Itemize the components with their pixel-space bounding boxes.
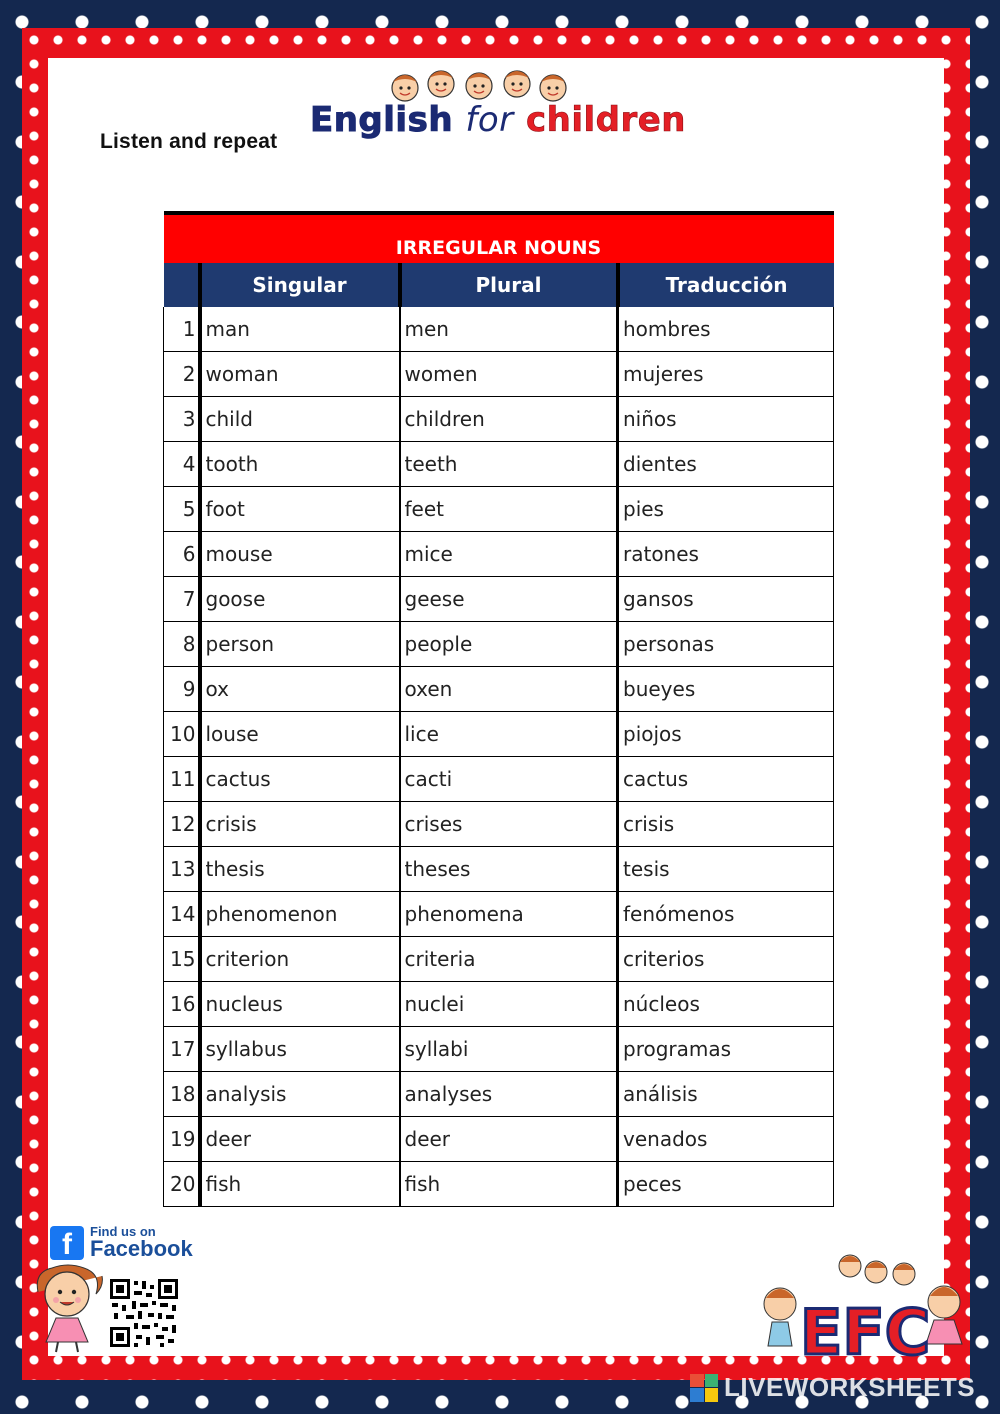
table-row [164, 307, 834, 352]
row-number: 11 [164, 757, 200, 802]
table-title: IRREGULAR NOUNS [164, 213, 834, 263]
plural-cell: phenomena [400, 892, 618, 937]
plural-cell: crises [400, 802, 618, 847]
row-number: 3 [164, 397, 200, 442]
plural-cell: criteria [400, 937, 618, 982]
table-row [164, 802, 834, 847]
plural-cell: syllabi [400, 1027, 618, 1072]
table-row [164, 532, 834, 577]
logo-word-english: English [310, 100, 454, 140]
translation-cell: tesis [618, 847, 834, 892]
translation-cell: personas [618, 622, 834, 667]
singular-cell: deer [200, 1117, 400, 1162]
table-row [164, 1162, 834, 1207]
plural-cell: children [400, 397, 618, 442]
singular-cell: foot [200, 487, 400, 532]
table-row [164, 667, 834, 712]
translation-cell: gansos [618, 577, 834, 622]
qr-code[interactable] [108, 1277, 180, 1349]
liveworksheets-watermark[interactable] [690, 1372, 975, 1403]
plural-cell: theses [400, 847, 618, 892]
row-number: 16 [164, 982, 200, 1027]
instruction-text: Listen and repeat [100, 130, 278, 153]
liveworksheets-logo-icon [690, 1374, 718, 1402]
row-number: 7 [164, 577, 200, 622]
row-number: 19 [164, 1117, 200, 1162]
table-row [164, 622, 834, 667]
translation-cell: piojos [618, 712, 834, 757]
singular-cell: ox [200, 667, 400, 712]
singular-cell: thesis [200, 847, 400, 892]
table-row [164, 1072, 834, 1117]
logo-title [310, 100, 686, 140]
plural-cell: lice [400, 712, 618, 757]
translation-cell: venados [618, 1117, 834, 1162]
singular-cell: syllabus [200, 1027, 400, 1072]
row-number: 5 [164, 487, 200, 532]
plural-cell: deer [400, 1117, 618, 1162]
girl-illustration [30, 1262, 106, 1354]
plural-cell: people [400, 622, 618, 667]
table-row [164, 352, 834, 397]
table-row [164, 937, 834, 982]
plural-cell: analyses [400, 1072, 618, 1117]
table-header-row [164, 263, 834, 307]
table-row [164, 1117, 834, 1162]
facebook-find-us: Find us on [90, 1224, 156, 1239]
plural-cell: cacti [400, 757, 618, 802]
table-row [164, 1027, 834, 1072]
facebook-label: Facebook [90, 1236, 193, 1261]
table-row [164, 757, 834, 802]
plural-cell: geese [400, 577, 618, 622]
facebook-icon: f [50, 1226, 84, 1260]
translation-cell: crisis [618, 802, 834, 847]
table-row [164, 487, 834, 532]
singular-cell: louse [200, 712, 400, 757]
row-number: 1 [164, 307, 200, 352]
singular-cell: analysis [200, 1072, 400, 1117]
translation-cell: niños [618, 397, 834, 442]
row-number: 13 [164, 847, 200, 892]
singular-cell: goose [200, 577, 400, 622]
logo-word-children: children [525, 100, 687, 140]
translation-cell: análisis [618, 1072, 834, 1117]
row-number: 14 [164, 892, 200, 937]
singular-cell: tooth [200, 442, 400, 487]
plural-cell: mice [400, 532, 618, 577]
row-number: 9 [164, 667, 200, 712]
row-number: 10 [164, 712, 200, 757]
singular-cell: criterion [200, 937, 400, 982]
translation-cell: pies [618, 487, 834, 532]
plural-cell: oxen [400, 667, 618, 712]
singular-cell: cactus [200, 757, 400, 802]
row-number: 12 [164, 802, 200, 847]
plural-cell: nuclei [400, 982, 618, 1027]
table-row [164, 982, 834, 1027]
singular-cell: person [200, 622, 400, 667]
header-translation: Traducción [618, 263, 834, 307]
translation-cell: hombres [618, 307, 834, 352]
singular-cell: fish [200, 1162, 400, 1207]
header-number [164, 263, 200, 307]
translation-cell: mujeres [618, 352, 834, 397]
table-row [164, 577, 834, 622]
table-row [164, 442, 834, 487]
plural-cell: fish [400, 1162, 618, 1207]
singular-cell: crisis [200, 802, 400, 847]
efc-kids-illustration [758, 1250, 970, 1362]
translation-cell: peces [618, 1162, 834, 1207]
header-plural: Plural [400, 263, 618, 307]
translation-cell: criterios [618, 937, 834, 982]
translation-cell: fenómenos [618, 892, 834, 937]
header-singular: Singular [200, 263, 400, 307]
row-number: 8 [164, 622, 200, 667]
translation-cell: dientes [618, 442, 834, 487]
row-number: 4 [164, 442, 200, 487]
table-row [164, 847, 834, 892]
plural-cell: men [400, 307, 618, 352]
singular-cell: man [200, 307, 400, 352]
singular-cell: woman [200, 352, 400, 397]
row-number: 15 [164, 937, 200, 982]
translation-cell: cactus [618, 757, 834, 802]
singular-cell: child [200, 397, 400, 442]
translation-cell: ratones [618, 532, 834, 577]
table-row [164, 712, 834, 757]
table-title-row [164, 213, 834, 263]
translation-cell: programas [618, 1027, 834, 1072]
watermark-text: LIVEWORKSHEETS [724, 1372, 976, 1402]
singular-cell: phenomenon [200, 892, 400, 937]
facebook-badge[interactable] [50, 1225, 193, 1260]
plural-cell: women [400, 352, 618, 397]
row-number: 18 [164, 1072, 200, 1117]
translation-cell: núcleos [618, 982, 834, 1027]
singular-cell: mouse [200, 532, 400, 577]
row-number: 20 [164, 1162, 200, 1207]
row-number: 6 [164, 532, 200, 577]
translation-cell: bueyes [618, 667, 834, 712]
singular-cell: nucleus [200, 982, 400, 1027]
plural-cell: teeth [400, 442, 618, 487]
row-number: 17 [164, 1027, 200, 1072]
efc-badge: EFC [800, 1296, 931, 1362]
plural-cell: feet [400, 487, 618, 532]
table-row [164, 892, 834, 937]
irregular-nouns-table [163, 211, 834, 1207]
table-row [164, 397, 834, 442]
logo-word-for: for [465, 100, 514, 140]
row-number: 2 [164, 352, 200, 397]
